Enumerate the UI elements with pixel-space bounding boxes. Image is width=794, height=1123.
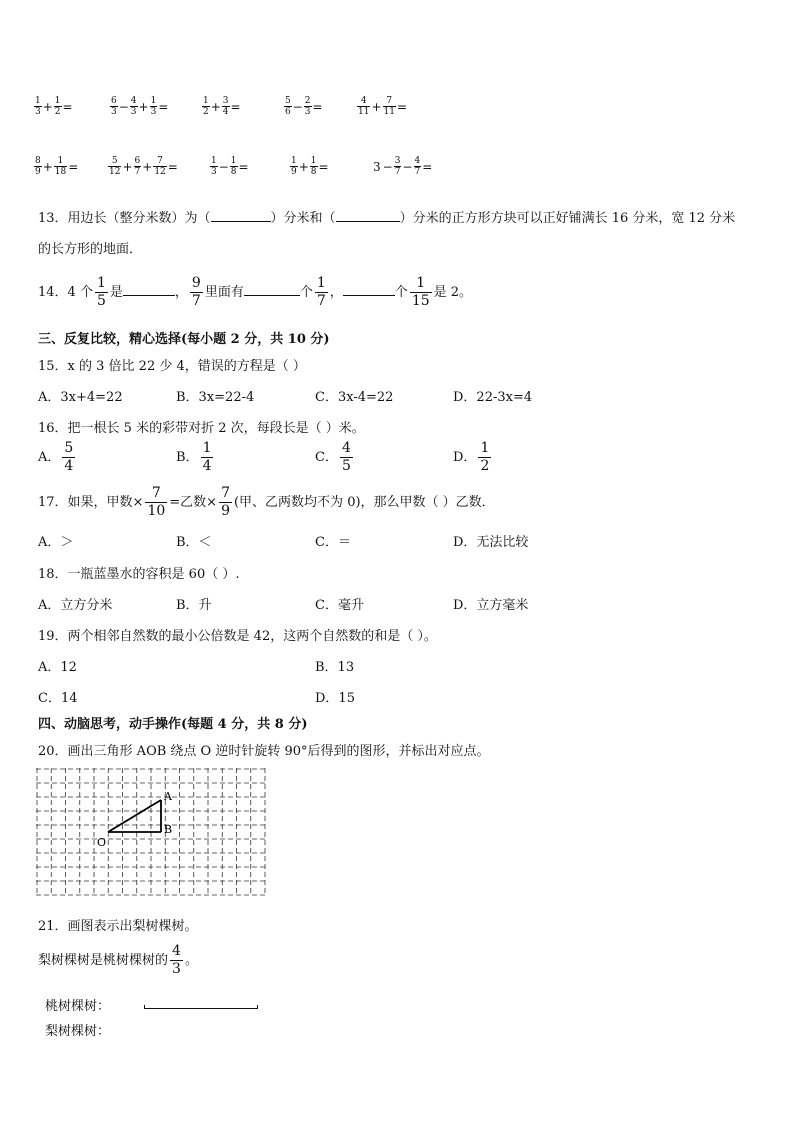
q19-option-c[interactable]: C．14 — [38, 691, 78, 706]
q16-frac-c: $\frac{4}{5}$ — [341, 440, 351, 474]
calc-fraction: $\frac{6}{7}$ — [134, 156, 141, 177]
calc-fraction: $\frac{1}{2}$ — [54, 96, 61, 117]
calc-operator: + — [298, 159, 309, 174]
q15-option-b[interactable]: B．3x=22-4 — [176, 390, 255, 405]
question-14 — [38, 275, 472, 310]
calc-expression[interactable] — [108, 156, 179, 177]
calc-expression[interactable] — [110, 96, 169, 117]
calc-fraction: $\frac{1}{3}$ — [211, 156, 217, 177]
q14-d: 里面有 — [204, 285, 244, 300]
question-19-stem: 19．两个相邻自然数的最小公倍数是 42，这两个自然数的和是（ ）。 — [38, 629, 437, 644]
calc-fraction: $\frac{7}{12}$ — [154, 156, 166, 177]
calc-operator: − — [382, 159, 393, 174]
calc-fraction: $\frac{7}{11}$ — [383, 96, 395, 117]
calc-expression[interactable] — [202, 96, 242, 117]
calc-fraction: $\frac{1}{3}$ — [150, 96, 157, 117]
point-label-o: O — [97, 836, 107, 849]
q14-a: 14．4 个 — [38, 285, 93, 300]
q19-option-b[interactable]: B．13 — [315, 660, 355, 675]
calc-operator: + — [210, 99, 221, 114]
calc-operator: + — [142, 159, 153, 174]
q16-frac-d: $\frac{1}{2}$ — [480, 440, 490, 474]
pear-tree-label: 梨树棵树： — [45, 1024, 111, 1039]
question-13 — [38, 207, 735, 226]
q16-option-a[interactable]: A． $\frac{5}{4}$ — [38, 440, 74, 474]
calc-operator: − — [402, 159, 413, 174]
calc-expression[interactable] — [210, 156, 250, 177]
q13-text-3: ）分米的正方形方块可以正好铺满长 16 分米，宽 12 分米 — [399, 211, 736, 226]
calc-equals: = — [396, 99, 408, 114]
q14-e: 个 — [299, 285, 313, 300]
question-21-line2: 梨树棵树是桃树棵树的 $\frac{4}{3}$ 。 — [38, 943, 198, 977]
triangle-side-oa — [108, 800, 161, 832]
rotation-grid[interactable] — [36, 768, 266, 896]
q14-frac-3: $\frac{1}{7}$ — [316, 275, 326, 309]
q17-frac-2: $\frac{7}{9}$ — [221, 485, 230, 519]
peach-tree-segment — [144, 1005, 258, 1009]
calc-operator: − — [218, 159, 229, 174]
calc-expression[interactable] — [34, 96, 74, 117]
q14-b: 是 — [109, 285, 123, 300]
calc-fraction: $\frac{1}{9}$ — [291, 156, 297, 177]
q17-option-d[interactable]: D．无法比较 — [453, 535, 529, 550]
calc-fraction: $\frac{4}{7}$ — [414, 156, 421, 177]
q14-blank-1[interactable] — [123, 283, 175, 296]
question-21-stem: 21．画图表示出梨树棵树。 — [38, 919, 198, 934]
calc-operator: − — [118, 99, 129, 114]
section-3-heading: 三、反复比较，精心选择(每小题 2 分，共 10 分) — [38, 332, 330, 347]
calc-operator: + — [371, 99, 382, 114]
section-4-heading: 四、动脑思考，动手操作(每题 4 分，共 8 分) — [38, 717, 308, 732]
calc-equals: = — [318, 159, 329, 174]
q14-frac-4: $\frac{1}{15}$ — [411, 275, 430, 309]
q14-frac-1: $\frac{1}{5}$ — [96, 275, 106, 309]
calc-expression[interactable] — [357, 96, 408, 117]
q14-blank-3[interactable] — [343, 283, 395, 296]
q14-i: 是 2。 — [433, 285, 473, 300]
calc-fraction: $\frac{1}{18}$ — [54, 156, 67, 177]
calc-equals: = — [422, 159, 433, 174]
q17-frac-1: $\frac{7}{10}$ — [147, 485, 166, 519]
q15-option-d[interactable]: D．22-3x=4 — [453, 390, 533, 405]
calc-fraction: $\frac{3}{7}$ — [394, 156, 401, 177]
point-label-a: A — [164, 790, 172, 803]
q17-option-c[interactable]: C．＝ — [315, 535, 351, 550]
q14-g: ， — [329, 285, 343, 300]
calc-fraction: $\frac{4}{11}$ — [358, 96, 370, 117]
q16-option-b[interactable]: B． $\frac{1}{4}$ — [176, 440, 212, 474]
q16-frac-a: $\frac{5}{4}$ — [64, 440, 74, 474]
calc-operator: − — [292, 99, 303, 114]
calc-equals: = — [158, 99, 169, 114]
calc-expression[interactable] — [284, 96, 324, 117]
calc-expression[interactable] — [34, 156, 79, 177]
question-20-stem: 20．画出三角形 AOB 绕点 O 逆时针旋转 90°后得到的图形，并标出对应点。 — [38, 744, 490, 759]
calc-equals: = — [68, 159, 79, 174]
calc-fraction: $\frac{3}{4}$ — [222, 96, 229, 117]
calc-fraction: $\frac{1}{2}$ — [203, 96, 209, 117]
calc-fraction: $\frac{8}{9}$ — [35, 156, 41, 177]
q15-option-a[interactable]: A．3x+4=22 — [38, 390, 123, 405]
calc-fraction: $\frac{6}{3}$ — [111, 96, 117, 117]
q18-option-b[interactable]: B．升 — [176, 598, 212, 613]
peach-tree-label: 桃树棵树： — [45, 999, 111, 1014]
q18-option-a[interactable]: A．立方分米 — [38, 598, 113, 613]
q15-option-c[interactable]: C．3x-4=22 — [315, 390, 394, 405]
question-15-stem: 15．x 的 3 倍比 22 少 4，错误的方程是（ ） — [38, 359, 306, 374]
calc-fraction: $\frac{1}{8}$ — [310, 156, 317, 177]
calc-equals: = — [230, 99, 241, 114]
q17-option-b[interactable]: B．＜ — [176, 535, 212, 550]
question-18-stem: 18．一瓶蓝墨水的容积是 60（ ）. — [38, 567, 240, 582]
q18-option-d[interactable]: D．立方毫米 — [453, 598, 529, 613]
q21-frac: $\frac{4}{3}$ — [172, 943, 181, 977]
q19-option-d[interactable]: D．15 — [315, 691, 355, 706]
calc-operator: + — [122, 159, 133, 174]
q19-option-a[interactable]: A．12 — [38, 660, 77, 675]
q13-blank-2[interactable] — [336, 209, 400, 222]
calc-equals: = — [312, 99, 323, 114]
calc-fraction: $\frac{4}{3}$ — [130, 96, 137, 117]
q16-option-c[interactable]: C． $\frac{4}{5}$ — [315, 440, 351, 474]
question-17-stem: 17．如果，甲数× $\frac{7}{10}$ =乙数× $\frac{7}{9}$ (甲、乙两数均不为 0)，那么甲数（ ）乙数． — [38, 485, 495, 519]
q13-text-2: ）分米和（ — [270, 211, 336, 226]
q18-option-c[interactable]: C．毫升 — [315, 598, 364, 613]
q14-frac-2: $\frac{9}{7}$ — [191, 275, 201, 309]
calc-operator: + — [42, 99, 53, 114]
q13-blank-1[interactable] — [211, 209, 271, 222]
q14-c: ， — [174, 285, 188, 300]
calc-expression[interactable] — [372, 156, 433, 177]
calc-integer: 3 — [373, 159, 381, 174]
calc-operator: + — [138, 99, 149, 114]
calc-fraction: $\frac{1}{3}$ — [35, 96, 41, 117]
calc-expression[interactable] — [290, 156, 330, 177]
question-16-stem: 16．把一根长 5 米的彩带对折 2 次，每段长是（ ）米。 — [38, 421, 365, 436]
calc-operator: + — [42, 159, 53, 174]
calc-equals: = — [167, 159, 178, 174]
q14-h: 个 — [394, 285, 408, 300]
question-13-line2: 的长方形的地面． — [38, 242, 143, 257]
q16-frac-b: $\frac{1}{4}$ — [202, 440, 212, 474]
calc-fraction: $\frac{5}{12}$ — [109, 156, 121, 177]
calc-fraction: $\frac{2}{3}$ — [304, 96, 311, 117]
calc-equals: = — [62, 99, 73, 114]
q14-blank-2[interactable] — [244, 283, 300, 296]
point-label-b: B — [164, 823, 173, 836]
calc-fraction: $\frac{5}{6}$ — [285, 96, 291, 117]
q16-option-d[interactable]: D． $\frac{1}{2}$ — [453, 440, 490, 474]
q17-option-a[interactable]: A．＞ — [38, 535, 74, 550]
q13-text-1: 13．用边长（整分米数）为（ — [38, 211, 211, 226]
pear-tree-drawing-area[interactable] — [144, 1018, 344, 1036]
calc-equals: = — [238, 159, 249, 174]
calc-fraction: $\frac{1}{8}$ — [230, 156, 237, 177]
